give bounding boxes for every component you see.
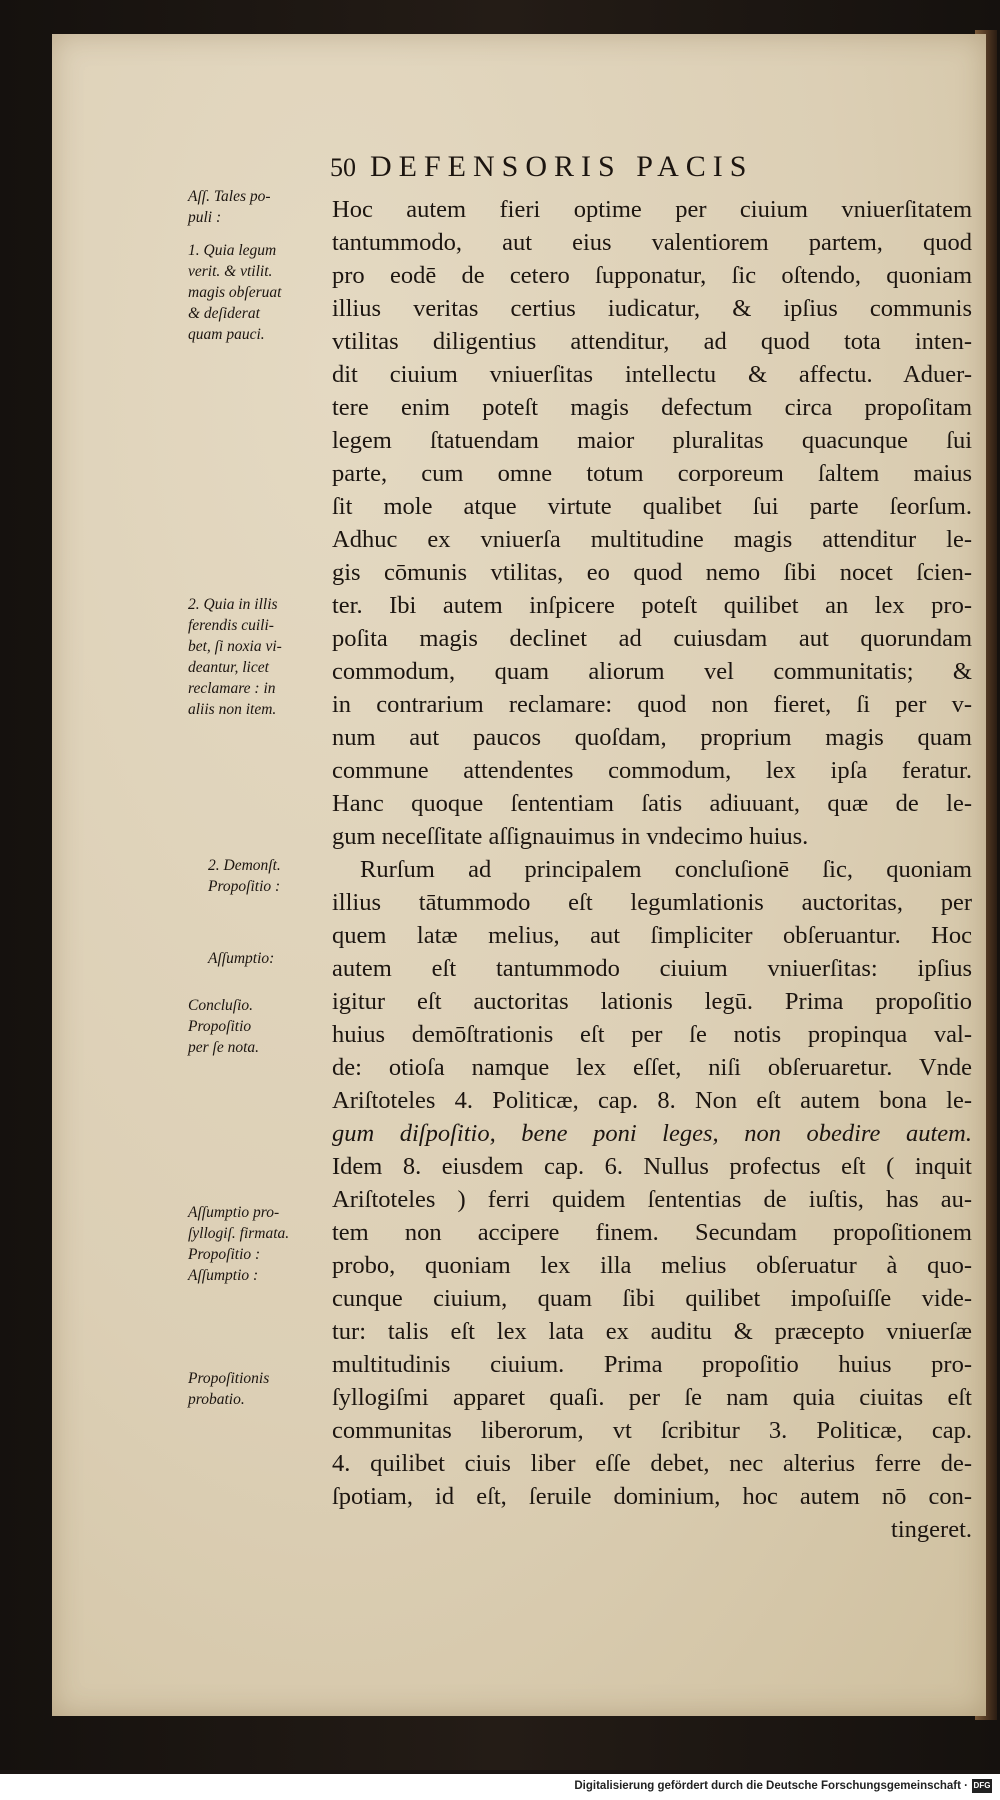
text-line: tur: talis eſt lex lata ex auditu & præcepto vniuerſæ	[332, 1318, 972, 1345]
text-line: gum diſpoſitio, bene poni leges, non obedire autem.	[332, 1120, 972, 1147]
text-line: multitudinis ciuium. Prima propoſitio huius pro-	[332, 1351, 972, 1378]
footer-credit: Digitalisierung gefördert durch die Deutsche Forschungsgemeinschaft ·	[574, 1780, 968, 1792]
text-line: illius tātummodo eſt legumlationis auctoritas, per	[332, 889, 972, 916]
text-line: illius veritas certius iudicatur, & ipſius communis	[332, 295, 972, 322]
text-line: Hoc autem fieri optime per ciuium vniuerſitatem	[332, 196, 972, 223]
running-head	[330, 150, 930, 190]
text-line: vtilitas diligentius attenditur, ad quod tota inten-	[332, 328, 972, 355]
running-title: DEFENSORIS PACIS	[370, 150, 754, 183]
text-line: commune attendentes commodum, lex ipſa feratur.	[332, 757, 972, 784]
text-line: Ariſtoteles 4. Politicæ, cap. 8. Non eſt autem bona le-	[332, 1087, 972, 1114]
text-line: dit ciuium vniuerſitas intellectu & affectu. Aduer-	[332, 361, 972, 388]
margin-notes	[188, 188, 333, 1500]
text-line: autem eſt tantummodo ciuium vniuerſitas: ipſius	[332, 955, 972, 982]
margin-note: Aſſ. Tales po- puli :	[188, 188, 271, 226]
text-line: Hanc quoque ſententiam ſatis adiuuant, quæ de le-	[332, 790, 972, 817]
text-line: Rurſum ad principalem concluſionē ſic, quoniam	[360, 856, 972, 883]
margin-note: Concluſio. Propoſitio per ſe nota.	[188, 997, 260, 1056]
text-line: ſyllogiſmi apparet quaſi. per ſe nam quia ciuitas eſt	[332, 1384, 972, 1411]
text-line: 4. quilibet ciuis liber eſſe debet, nec alterius ferre de-	[332, 1450, 972, 1477]
text-line: gis cōmunis vtilitas, eo quod nemo ſibi nocet ſcien-	[332, 559, 972, 586]
body-text	[332, 193, 972, 1546]
margin-note: Aſſumptio pro- ſyllogiſ. firmata. Propoſitio : Aſſumptio :	[188, 1204, 290, 1284]
text-line: Idem 8. eiusdem cap. 6. Nullus profectus eſt ( inquit	[332, 1153, 972, 1180]
text-line: tere enim poteſt magis defectum circa propoſitam	[332, 394, 972, 421]
margin-note: 2. Demonſt. Propoſitio :	[208, 857, 281, 895]
text-line: de: otioſa namque lex eſſet, niſi obſeruaretur. Vnde	[332, 1054, 972, 1081]
text-line: commodum, quam aliorum vel communitatis; &	[332, 658, 972, 685]
text-line: quem latæ melius, aut ſimpliciter obſeruantur. Hoc	[332, 922, 972, 949]
text-line: igitur eſt auctoritas lationis legū. Prima propoſitio	[332, 988, 972, 1015]
text-line: ter. Ibi autem inſpicere poteſt quilibet an lex pro-	[332, 592, 972, 619]
text-line: tingeret.	[891, 1516, 972, 1543]
margin-note: 1. Quia legum verit. & vtilit. magis obſeruat & deſiderat quam pauci.	[188, 242, 282, 343]
text-line: tem non accipere finem. Secundam propoſitionem	[332, 1219, 972, 1246]
text-line: cunque ciuium, quam ſibi quilibet impoſuiſſe vide-	[332, 1285, 972, 1312]
text-line: communitas liberorum, vt ſcribitur 3. Politicæ, cap.	[332, 1417, 972, 1444]
margin-note: Propoſitionis probatio.	[188, 1370, 270, 1408]
text-line: legem ſtatuendam maior pluralitas quacunque ſui	[332, 427, 972, 454]
text-line: in contrarium reclamare: quod non fieret, ſi per v-	[332, 691, 972, 718]
margin-note: Aſſumptio:	[208, 950, 275, 967]
margin-note: 2. Quia in illis ferendis cuili- bet, ſi noxia vi- deantur, licet reclamare : in aliis non item.	[188, 596, 282, 718]
text-line: huius demōſtrationis eſt per ſe notis propinqua val-	[332, 1021, 972, 1048]
text-line: parte, cum omne totum corporeum ſaltem maius	[332, 460, 972, 487]
text-line: gum neceſſitate aſſignauimus in vndecimo huius.	[332, 823, 809, 850]
text-line: ſit mole atque virtute qualibet ſui parte ſeorſum.	[332, 493, 972, 520]
text-line: tantummodo, aut eius valentiorem partem, quod	[332, 229, 972, 256]
page-number: 50	[330, 153, 356, 182]
dfg-logo: DFG	[972, 1779, 992, 1793]
text-line: ſpotiam, id eſt, ſeruile dominium, hoc autem nō con-	[332, 1483, 972, 1510]
text-line: Ariſtoteles ) ferri quidem ſententias de iuſtis, has au-	[332, 1186, 972, 1213]
text-line: pro eodē de cetero ſupponatur, ſic oſtendo, quoniam	[332, 262, 972, 289]
text-line: num aut paucos quoſdam, proprium magis quam	[332, 724, 972, 751]
text-line: poſita magis declinet ad cuiusdam aut quorundam	[332, 625, 972, 652]
text-line: Adhuc ex vniuerſa multitudine magis attenditur le-	[332, 526, 972, 553]
digitization-footer	[0, 1774, 1000, 1800]
text-line: probo, quoniam lex illa melius obſeruatur à quo-	[332, 1252, 972, 1279]
